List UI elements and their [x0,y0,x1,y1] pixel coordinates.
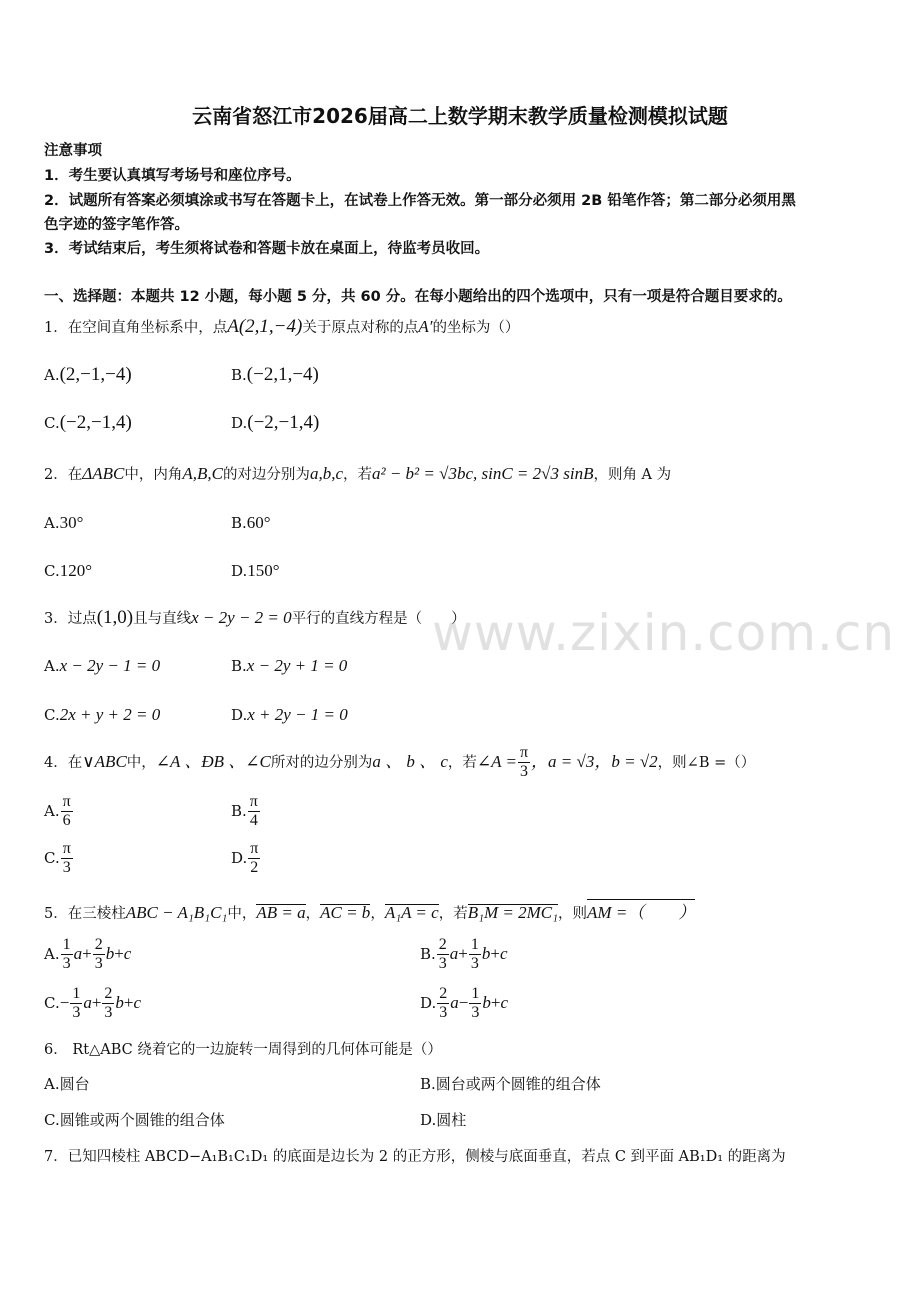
q2-text-mid3: ，若 [342,467,372,483]
vector-b: b [482,992,491,1012]
option-fraction [102,985,114,1023]
vector-b: b [105,943,115,963]
q2-text-mid: 中，内角 [124,467,183,483]
q4-text-mid3: ，若 [447,754,477,771]
q5-option-a[interactable]: A. $\frac{1}{3}$ a+ $\frac{2}{3}$ b+c [44,936,132,973]
option-label: B. [231,366,247,384]
q5-vector-am: AM =（ ） [587,898,695,923]
watermark: www.zixin.com.cn [432,604,896,662]
option-label: B. [420,944,436,963]
fraction-denominator: 3 [62,955,71,973]
q2-text-end: ，则角 A 为 [593,467,672,483]
question-1 [44,316,880,338]
q2-option-c[interactable] [44,561,92,581]
q6-option-a[interactable]: A.圆台 [44,1075,90,1093]
q4-option-d[interactable] [231,840,261,878]
fraction-denominator: 6 [62,812,71,830]
q3-text-end: 平行的直线方程是（ ） [291,611,466,627]
fraction-numerator: 2 [437,985,449,1004]
q5-option-c[interactable]: C.− $\frac{1}{3}$ a+ $\frac{2}{3}$ b+c [44,985,142,1022]
q1-option-a[interactable] [44,364,132,386]
option-label: C. [44,848,60,867]
vector-c: c [500,992,508,1012]
question-2 [44,463,880,484]
q4-a-value: ，a = √3 [531,751,595,771]
q6-option-d[interactable]: D.圆柱 [420,1111,467,1129]
option-value: x − 2y + 1 = 0 [246,656,348,675]
notice-heading: 注意事项 [44,143,102,159]
q5-option-d[interactable]: D. $\frac{2}{3}$ a− $\frac{1}{3}$ b+c [420,985,508,1022]
q4-angles: ∠A 、ÐB 、∠C [155,751,271,771]
option-label: D. [231,848,248,867]
fraction-denominator: 3 [470,955,479,973]
q5-condition: B₁M = 2MC₁ [467,903,559,922]
option-label: C. [44,706,60,724]
q4-b-value: ，b = √2 [594,751,658,771]
fraction-denominator: 4 [249,812,258,830]
q4-option-c[interactable] [44,840,74,878]
option-value: x + 2y − 1 = 0 [247,705,348,724]
option-fraction [469,936,481,974]
q3-line-equation: x − 2y − 2 = 0 [191,608,292,627]
q5-vector-ac: AC = b [320,903,371,922]
option-value: (−2,−1,4) [59,412,132,433]
fraction-numerator: 1 [61,936,73,955]
question-7: 7．已知四棱柱 ABCD−A₁B₁C₁D₁ 的底面是边长为 2 的正方形，侧棱与底面垂直，若点 C 到平面 AB₁D₁ 的距离为 [44,1149,786,1165]
question-4 [44,744,880,782]
q3-text: 3．过点 [44,611,97,627]
option-fraction [469,985,481,1023]
fraction-numerator: 1 [469,985,481,1004]
q4-fraction [518,744,530,782]
option-value: x − 2y − 1 = 0 [59,656,161,675]
q2-sides: a,b,c [309,464,343,483]
notice-item-2: 2．试题所有答案必须填涂或书写在答题卡上，在试卷上作答无效。第一部分必须用 2B 铅笔作答；第二部分必须用黑 [44,193,796,209]
fraction-numerator: π [248,840,260,859]
option-label: A. [44,801,60,820]
question-3 [44,607,880,629]
q5-text-mid: 中， [227,906,257,922]
vector-c: c [123,943,132,963]
fraction-denominator: 2 [250,859,259,877]
q5-text-end: ，则 [558,906,588,922]
option-label: C. [44,993,60,1012]
fraction-denominator: 3 [520,763,528,781]
option-value: (−2,1,−4) [246,364,319,385]
vector-c: c [499,943,508,963]
q5-vector-a1a: A₁A = c [384,903,439,922]
fraction-denominator: 3 [471,1004,480,1022]
option-fraction [248,840,260,878]
q3-option-d[interactable] [231,705,348,725]
q3-option-b[interactable] [231,656,347,676]
option-fraction [93,936,105,974]
fraction-numerator: 1 [70,985,82,1004]
option-label: D. [420,993,437,1012]
option-value: 60° [246,513,271,532]
q2-option-a[interactable] [44,513,83,533]
option-label: B. [231,801,247,820]
fraction-numerator: π [61,793,73,812]
q4-text-end: ，则∠B =（） [657,754,756,771]
q1-text: 1．在空间直角坐标系中，点 [44,320,228,336]
option-fraction [437,985,449,1023]
minus-sign: − [59,992,70,1012]
option-value: (2,−1,−4) [59,364,132,385]
option-fraction [437,936,449,974]
option-label: A. [44,944,60,963]
q1-option-d[interactable] [231,412,319,434]
q1-option-b[interactable] [231,364,319,386]
option-label: D. [231,706,248,724]
option-label: A. [44,366,60,384]
question-5: 5．在三棱柱ABC − A₁B₁C₁中，AB = a，AC = b，A₁A = c，若B₁M = 2MC₁，则AM =（ ） [44,898,880,923]
option-value: 2x + y + 2 = 0 [59,705,161,724]
option-label: C. [44,562,60,580]
q2-condition: a² − b² = √3bc, sinC = 2√3 sinB [371,464,594,483]
option-label: B. [231,514,247,532]
page-title: 云南省怒江市2026届高二上数学期末教学质量检测模拟试题 [192,104,728,128]
option-label: B. [231,657,247,675]
q4-option-b[interactable] [231,793,261,831]
notice-item-3: 3．考试结束后，考生须将试卷和答题卡放在桌面上，待监考员收回。 [44,241,490,257]
fraction-denominator: 3 [94,955,103,973]
q4-sides: a 、 b 、 c [372,751,448,771]
fraction-denominator: 3 [62,859,71,877]
option-value: 120° [59,561,93,580]
vector-b: b [115,992,124,1012]
fraction-denominator: 3 [439,1004,448,1022]
q2-triangle: ΔABC [82,464,125,483]
fraction-numerator: π [248,793,260,812]
option-fraction [61,840,73,878]
q5-prism: ABC − A₁B₁C₁ [125,903,228,922]
fraction-denominator: 3 [438,955,447,973]
fraction-denominator: 3 [72,1004,81,1022]
option-label: D. [231,414,248,432]
minus-sign: − [458,992,469,1012]
q6-option-c[interactable]: C.圆锥或两个圆锥的组合体 [44,1111,225,1129]
q5-text: 5．在三棱柱 [44,906,126,922]
option-label: C. [44,414,60,432]
q1-option-c[interactable] [44,412,132,434]
option-fraction [70,985,82,1023]
section-heading: 一、选择题：本题共 12 小题，每小题 5 分，共 60 分。在每小题给出的四个选项中，只有一项是符合题目要求的。 [44,289,792,305]
vector-a: a [83,992,92,1012]
q2-text-mid2: 的对边分别为 [222,467,310,483]
q3-text-mid: 且与直线 [133,611,192,627]
q1-point: A(2,1,−4) [227,316,303,337]
q2-option-b[interactable] [231,513,271,533]
q2-text: 2．在 [44,467,83,483]
q2-option-d[interactable] [231,561,280,581]
q2-angles: A,B,C [182,464,223,483]
option-fraction [248,793,260,831]
option-value: 150° [247,561,280,580]
q4-text: 4．在 [44,754,83,771]
option-value: (−2,−1,4) [247,412,320,433]
option-fraction [61,793,73,831]
option-label: D. [231,562,248,580]
q3-point: (1,0) [96,607,134,628]
option-label: A. [44,657,60,675]
vector-a: a [449,943,459,963]
q4-text-mid: 中， [126,754,156,771]
q4-triangle: ∨ABC [82,751,127,771]
fraction-numerator: π [518,744,530,763]
q1-text-end: 的坐标为（） [432,320,520,336]
vector-b: b [481,943,491,963]
q6-option-b[interactable]: B.圆台或两个圆锥的组合体 [420,1075,601,1093]
fraction-denominator: 3 [104,1004,113,1022]
q4-option-a[interactable] [44,793,74,831]
vector-a: a [73,943,83,963]
notice-item-2-cont: 色字迹的签字笔作答。 [44,217,189,233]
vector-a: a [450,992,459,1012]
q5-option-b[interactable]: B. $\frac{2}{3}$ a+ $\frac{1}{3}$ b+c [420,936,508,973]
vector-c: c [133,992,142,1012]
fraction-numerator: 1 [469,936,481,955]
question-6: 6． Rt△ABC 绕着它的一边旋转一周得到的几何体可能是（） [44,1042,442,1058]
option-label: A. [44,514,60,532]
q4-angle-a: ∠A = [476,751,517,771]
fraction-numerator: π [61,840,73,859]
q1-text-mid: 关于原点对称的点 [302,320,419,336]
q5-text-mid2: ，若 [438,906,468,922]
option-fraction [61,936,73,974]
option-value: 30° [59,513,84,532]
q1-point-prime: A′ [418,317,433,336]
fraction-numerator: 2 [93,936,105,955]
q3-option-a[interactable] [44,656,160,676]
fraction-numerator: 2 [437,936,449,955]
fraction-numerator: 2 [102,985,114,1004]
q4-text-mid2: 所对的边分别为 [270,754,373,771]
notice-item-1: 1．考生要认真填写考场号和座位序号。 [44,168,301,184]
q5-vector-ab: AB = a [256,903,306,922]
q3-option-c[interactable] [44,705,160,725]
